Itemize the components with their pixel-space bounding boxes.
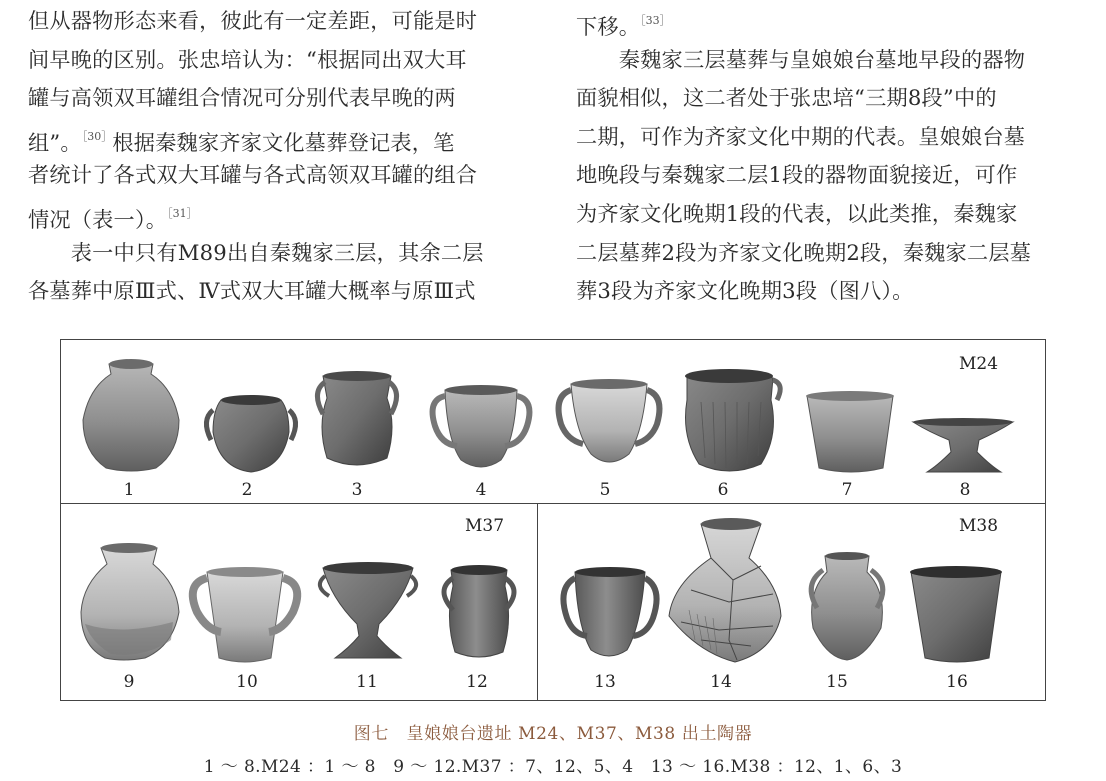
text-line: 表一中只有M89出自秦魏家三层，其余二层 (28, 239, 484, 265)
text-line: 各墓葬中原Ⅲ式、Ⅳ式双大耳罐大概率与原Ⅲ式 (28, 278, 476, 304)
text-line: 但从器物形态来看，彼此有一定差距，可能是时 (28, 8, 478, 33)
text-line: 地晚段与秦魏家二层1段的器物面貌接近，可作 (576, 162, 1018, 188)
pottery-11-pedestal-cup (320, 562, 416, 658)
pottery-2-double-handled-jar (206, 395, 295, 472)
text-line: 秦魏家三层墓葬与皇娘娘台墓地早段的器物 (576, 46, 1026, 72)
pottery-5-double-handled-cup (559, 379, 660, 462)
pottery-number: 16 (946, 672, 968, 692)
figure-caption: 图七 皇娘娘台遗址 M24、M37、M38 出土陶器 (353, 724, 753, 744)
group-label-m38: M38 (959, 516, 999, 536)
pottery-number: 8 (959, 480, 971, 500)
pottery-10-double-handled-cup (193, 567, 297, 662)
pottery-number: 9 (123, 672, 135, 692)
pottery-12-double-handled-jar (444, 565, 514, 657)
text-line-with-ref (28, 195, 528, 234)
text-line: 间早晚的区别。张忠培认为：“根据同出双大耳 (28, 46, 467, 72)
reference-marker: ［30］ (81, 129, 113, 143)
pottery-number: 11 (356, 672, 378, 692)
pottery-number: 3 (351, 480, 363, 500)
reference-marker: ［31］ (167, 206, 198, 220)
pottery-figure (60, 339, 1046, 701)
pottery-4-double-handled-cup (433, 385, 530, 467)
text-line-with-ref (576, 2, 1076, 41)
pottery-13-double-handled-cup (563, 567, 656, 656)
pottery-number: 7 (841, 480, 853, 500)
pottery-7-cup (806, 391, 894, 472)
pottery-1-jar (83, 359, 179, 471)
text-line: 面貌相似，这二者处于张忠培“三期8段”中的 (576, 85, 997, 111)
pottery-number: 15 (826, 672, 848, 692)
text-segment: 下移。 (576, 14, 641, 39)
pottery-3-double-handled-jar (317, 371, 396, 465)
pottery-number: 1 (123, 480, 135, 500)
pottery-number: 12 (466, 672, 488, 692)
group-label-m37: M37 (465, 516, 505, 536)
pottery-15-double-handled-jar (811, 552, 883, 660)
pottery-9-jar (81, 543, 179, 660)
text-line-with-ref (28, 118, 528, 157)
text-segment: 情况（表一）。 (28, 206, 168, 232)
pottery-number: 14 (710, 672, 732, 692)
pottery-number: 10 (236, 672, 258, 692)
pottery-16-cup (910, 566, 1002, 662)
pottery-14-reconstructed-jar (669, 518, 781, 662)
group-label-m24: M24 (959, 354, 999, 374)
text-segment: 根据秦魏家齐家文化墓葬登记表，笔 (112, 129, 455, 155)
pottery-number: 5 (599, 480, 611, 500)
text-column-left (28, 2, 528, 311)
text-line: 葬3段为齐家文化晚期3段（图八）。 (576, 278, 914, 304)
text-line: 二期，可作为齐家文化中期的代表。皇娘娘台墓 (576, 123, 1026, 149)
text-line: 为齐家文化晚期1段的代表，以此类推，秦魏家 (576, 200, 1018, 226)
pottery-6-ribbed-jar (685, 369, 780, 471)
pottery-number: 4 (475, 480, 487, 500)
pottery-illustrations (61, 340, 1047, 702)
reference-marker: ［33］ (640, 14, 671, 27)
text-line: 二层墓葬2段为齐家文化晚期2段，秦魏家二层墓 (576, 239, 1032, 265)
text-column-right (576, 2, 1076, 311)
text-line: 罐与高领双耳罐组合情况可分别代表早晚的两 (28, 85, 456, 111)
text-segment: 组”。 (28, 129, 82, 155)
pottery-number: 13 (594, 672, 616, 692)
figure-scale-note: 1 ～ 8.M24 ：1 ～ 8 9 ～ 12.M37 ：7、12、5、4 13 ～ 16.M38 ：12、1、6、3 (203, 757, 903, 777)
pottery-8-stand-dish (913, 418, 1013, 472)
pottery-number: 2 (241, 480, 253, 500)
text-line: 者统计了各式双大耳罐与各式高领双耳罐的组合 (28, 162, 478, 188)
pottery-number: 6 (717, 480, 729, 500)
